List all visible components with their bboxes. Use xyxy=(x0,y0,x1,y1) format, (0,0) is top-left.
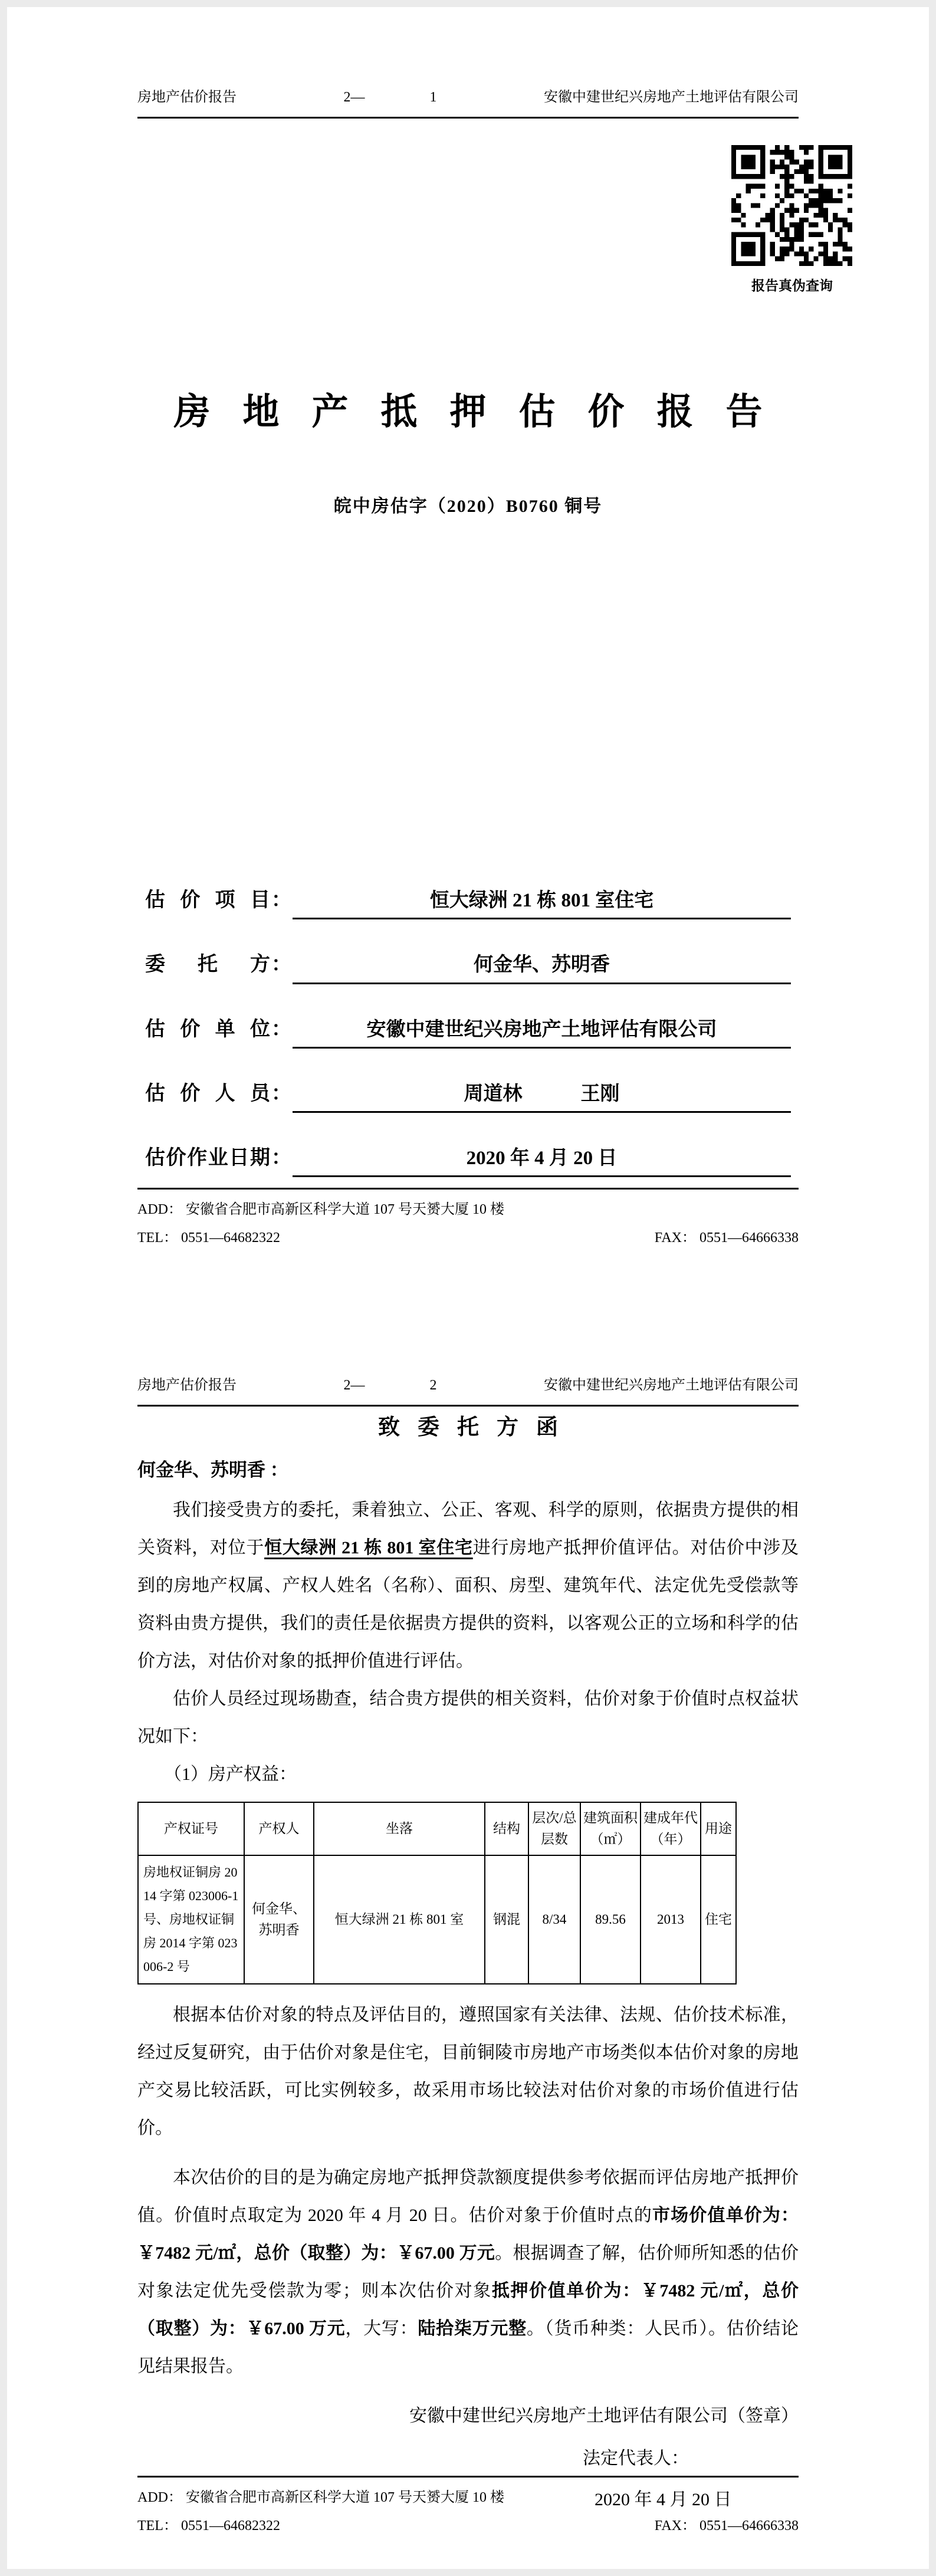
cell-area: 89.56 xyxy=(580,1855,641,1984)
form-label-client: 委托方 xyxy=(145,954,270,976)
col-location: 坐落 xyxy=(314,1802,485,1855)
col-usage: 用途 xyxy=(701,1802,736,1855)
form-value-agency: 安徽中建世纪兴房地产土地评估有限公司 xyxy=(293,1018,791,1049)
form-value-date: 2020 年 4 月 20 日 xyxy=(293,1146,791,1177)
conclusion-text: ，大写： xyxy=(345,2319,418,2338)
cell-cert-no: 房地权证铜房 2014 字第 023006-1 号、房地权证铜房 2014 字第 023006-2 号 xyxy=(138,1855,244,1984)
form-row-date xyxy=(145,1141,791,1177)
footer-tel: TEL： 0551—64682322 xyxy=(137,2518,280,2534)
col-year-built: 建成年代（年） xyxy=(641,1802,701,1855)
form-value-project: 恒大绿洲 21 栋 801 室住宅 xyxy=(293,889,791,919)
footer-address: ADD： 安徽省合肥市高新区科学大道 107 号天赟大厦 10 楼 xyxy=(137,1202,504,1217)
form-row-project xyxy=(145,883,791,919)
letter-salutation: 何金华、苏明香 ： xyxy=(137,1460,288,1480)
header-pages-total: 2— xyxy=(343,90,365,105)
header-page-number: 1 xyxy=(429,90,437,105)
col-cert-no: 产权证号 xyxy=(138,1802,244,1855)
market-value-highlight: 市场价值单价为：￥7482 元/㎡，总价（取整）为：￥67.00 万元 xyxy=(137,2206,799,2263)
header-pages-total: 2— xyxy=(343,1378,365,1393)
conclusion-text: 。（货币种类：人民币）。估价结论见结果报告。 xyxy=(137,2319,799,2376)
signature-date: 2020 年 4 月 20 日 xyxy=(595,2490,732,2509)
page-header xyxy=(137,88,799,119)
paragraph-commission-text: 进行房地产抵押价值评估。对估价中涉及到的房地产权属、产权人姓名（名称）、面积、房型、建筑年代、法定优先受偿款等资料由贵方提供，我们的责任是依据贵方提供的资料，以客观公正的立场和科学的估价方法，对估价对象的抵押价值进行评估。 xyxy=(137,1538,799,1671)
report-number: 皖中房估字（2020）B0760 铜号 xyxy=(333,497,603,516)
cell-structure: 钢混 xyxy=(485,1855,528,1984)
footer-fax: FAX： 0551—64666338 xyxy=(654,1230,799,1246)
conclusion-text: 本次估价的目的是为确定房地产抵押贷款额度提供参考依据而评估房地产抵押价值。价值时点取定为 2020 年 4 月 20 日。估价对象于价值时点的 xyxy=(137,2168,799,2225)
form-colon: ： xyxy=(271,954,291,976)
company-signature-line: 安徽中建世纪兴房地产土地评估有限公司（签章） xyxy=(409,2406,799,2426)
letter-body xyxy=(137,1409,799,2513)
footer-contacts xyxy=(137,1228,799,1247)
page-2 xyxy=(0,1288,936,2576)
cell-floor: 8/34 xyxy=(528,1855,580,1984)
header-doc-type: 房地产估价报告 xyxy=(137,1378,237,1393)
report-title: 房地产抵押估价报告 xyxy=(173,392,795,432)
form-label-date: 估价作业日期 xyxy=(145,1147,270,1169)
form-row-agency xyxy=(145,1013,791,1049)
form-colon: ： xyxy=(271,1018,291,1040)
form-label-project: 估价项目 xyxy=(145,889,270,911)
cover-form xyxy=(145,883,791,1205)
cell-owner: 何金华、苏明香 xyxy=(244,1855,314,1984)
qr-code-image xyxy=(731,145,852,266)
letter-title: 致委托方函 xyxy=(378,1415,576,1440)
form-value-appraisers: 周道林 王刚 xyxy=(293,1082,791,1113)
header-company: 安徽中建世纪兴房地产土地评估有限公司 xyxy=(544,90,799,105)
footer-address: ADD： 安徽省合肥市高新区科学大道 107 号天赟大厦 10 楼 xyxy=(137,2490,504,2505)
header-page-indicator xyxy=(344,88,437,106)
cell-usage: 住宅 xyxy=(701,1855,736,1984)
cell-location: 恒大绿洲 21 栋 801 室 xyxy=(314,1855,485,1984)
header-doc-type: 房地产估价报告 xyxy=(137,90,237,105)
footer-tel: TEL： 0551—64682322 xyxy=(137,1230,280,1246)
paragraph-conclusion xyxy=(137,2159,799,2386)
mortgage-value-highlight: 抵押价值单价为：￥7482 元/㎡，总价（取整）为：￥67.00 万元 xyxy=(137,2281,799,2338)
page-footer xyxy=(137,2476,799,2535)
form-colon: ： xyxy=(271,1082,291,1105)
qr-caption: 报告真伪查询 xyxy=(751,278,833,293)
form-label-appraisers: 估价人员 xyxy=(145,1082,270,1105)
header-page-number: 2 xyxy=(429,1378,437,1393)
form-colon: ： xyxy=(271,1147,291,1169)
form-label-agency: 估价单位 xyxy=(145,1018,270,1040)
paragraph-commission-text: 我们接受贵方的委托，秉着独立、公正、客观、科学的原则，依据贵方提供的相关资料，对位于 xyxy=(137,1500,799,1558)
legal-representative-line: 法定代表人： xyxy=(583,2449,689,2468)
footer-contacts xyxy=(137,2516,799,2535)
form-row-appraisers xyxy=(145,1077,791,1113)
cell-year-built: 2013 xyxy=(641,1855,701,1984)
col-structure: 结构 xyxy=(485,1802,528,1855)
form-colon: ： xyxy=(271,889,291,911)
table-row xyxy=(138,1855,736,1984)
form-value-client: 何金华、苏明香 xyxy=(293,953,791,984)
col-area: 建筑面积（㎡） xyxy=(580,1802,641,1855)
table-header-row xyxy=(138,1802,736,1855)
paragraph-survey: 估价人员经过现场勘查，结合贵方提供的相关资料，估价对象于价值时点权益状况如下： xyxy=(137,1689,799,1746)
footer-fax: FAX： 0551—64666338 xyxy=(654,2518,799,2534)
col-floor: 层次/总层数 xyxy=(528,1802,580,1855)
page-footer xyxy=(137,1188,799,1247)
header-company: 安徽中建世纪兴房地产土地评估有限公司 xyxy=(544,1378,799,1393)
rights-heading: （1）房产权益： xyxy=(164,1765,297,1784)
paragraph-commission xyxy=(137,1491,799,1680)
col-owner: 产权人 xyxy=(244,1802,314,1855)
amount-in-words-highlight: 陆拾柒万元整 xyxy=(418,2319,527,2338)
header-page-indicator xyxy=(344,1376,437,1394)
property-name-highlight: 恒大绿洲 21 栋 801 室住宅 xyxy=(264,1538,473,1558)
property-rights-table xyxy=(137,1802,737,1984)
page-header xyxy=(137,1376,799,1407)
conclusion-text: 。根据调查了解，估价师所知悉的估价对象法定优先受偿款为零；则本次估价对象 xyxy=(137,2243,799,2301)
paragraph-method: 根据本估价对象的特点及评估目的，遵照国家有关法律、法规、估价技术标准，经过反复研究，由于估价对象是住宅，目前铜陵市房地产市场类似本估价对象的房地产交易比较活跃，可比实例较多，故采用市场比较法对估价对象的市场价值进行估价。 xyxy=(137,2005,799,2138)
form-row-client xyxy=(145,948,791,984)
